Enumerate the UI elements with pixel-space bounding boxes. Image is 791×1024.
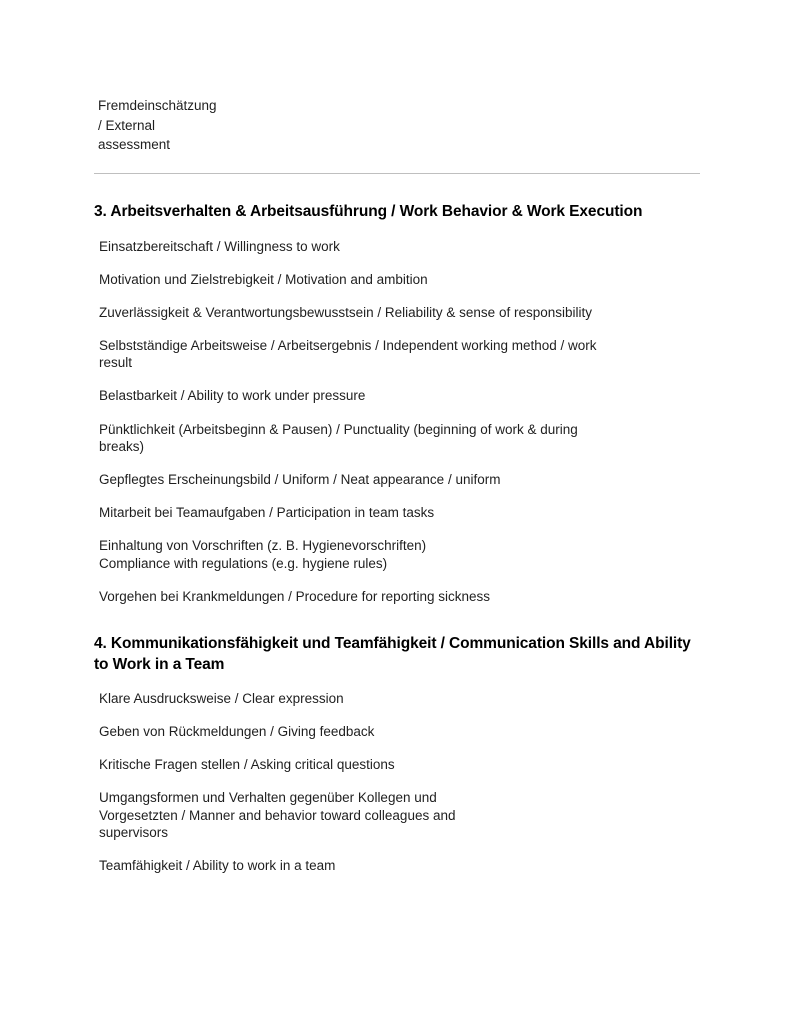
section-4-item-list bbox=[94, 690, 700, 875]
list-item: Einsatzbereitschaft / Willingness to work bbox=[99, 238, 340, 254]
section-heading-3: 3. Arbeitsverhalten & Arbeitsausführung / Work Behavior & Work Execution bbox=[94, 202, 643, 220]
list-item: Klare Ausdrucksweise / Clear expression bbox=[99, 690, 344, 706]
list-item: Einhaltung von Vorschriften (z. B. Hygienevorschriften) Compliance with regulations (e.g. hygiene rules) bbox=[99, 538, 427, 572]
list-item: Teamfähigkeit / Ability to work in a team bbox=[99, 858, 336, 874]
list-item: Kritische Fragen stellen / Asking critical questions bbox=[99, 756, 395, 772]
list-item: Gepflegtes Erscheinungsbild / Uniform / Neat appearance / uniform bbox=[99, 472, 501, 488]
section-divider bbox=[94, 173, 700, 174]
list-item: Pünktlichkeit (Arbeitsbeginn & Pausen) / Punctuality (beginning of work & during breaks) bbox=[99, 421, 578, 455]
list-item: Belastbarkeit / Ability to work under pressure bbox=[99, 388, 366, 404]
list-item: Zuverlässigkeit & Verantwortungsbewusstsein / Reliability & sense of responsibility bbox=[99, 304, 592, 320]
list-item: Umgangsformen und Verhalten gegenüber Kollegen und Vorgesetzten / Manner and behavior toward colleagues and supervisors bbox=[99, 790, 456, 841]
list-item: Motivation und Zielstrebigkeit / Motivation and ambition bbox=[99, 271, 428, 287]
section-heading-4: 4. Kommunikationsfähigkeit und Teamfähigkeit / Communication Skills and Ability to Work in a Team bbox=[94, 634, 691, 673]
list-item: Selbstständige Arbeitsweise / Arbeitsergebnis / Independent working method / work result bbox=[99, 337, 597, 371]
list-item: Vorgehen bei Krankmeldungen / Procedure for reporting sickness bbox=[99, 589, 490, 605]
list-item: Mitarbeit bei Teamaufgaben / Participation in team tasks bbox=[99, 505, 435, 521]
section-3-item-list bbox=[94, 238, 700, 606]
page-content bbox=[94, 96, 700, 875]
carryover-paragraph: Fremdeinschätzung / External assessment bbox=[98, 98, 217, 152]
list-item: Geben von Rückmeldungen / Giving feedback bbox=[99, 723, 375, 739]
